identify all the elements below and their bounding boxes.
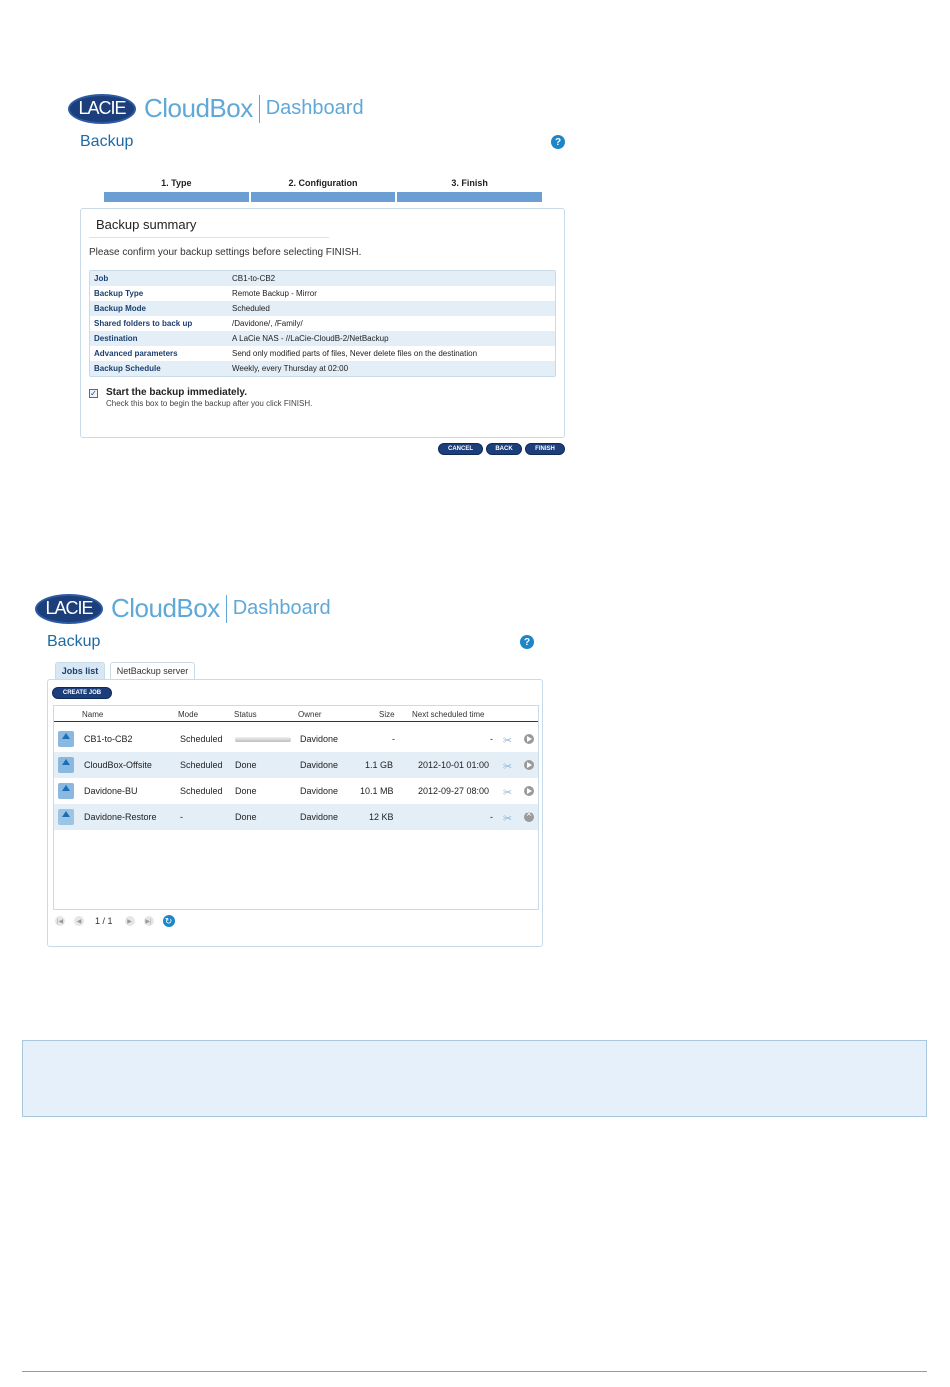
table-row[interactable] bbox=[54, 726, 538, 752]
summary-key: Destination bbox=[94, 334, 138, 343]
step-bar bbox=[397, 192, 542, 202]
step-label: 1. Type bbox=[161, 178, 192, 188]
section-name: Dashboard bbox=[232, 597, 331, 619]
job-next-time: 2012-10-01 01:00 bbox=[418, 760, 490, 770]
summary-row bbox=[90, 286, 555, 301]
table-row[interactable] bbox=[54, 778, 538, 804]
summary-key: Backup Mode bbox=[94, 304, 147, 313]
logo-divider bbox=[259, 95, 260, 123]
column-header[interactable]: Status bbox=[234, 710, 257, 719]
backup-job-icon bbox=[58, 757, 74, 773]
lacie-logo: LACIE bbox=[35, 594, 103, 624]
backup-job-icon bbox=[58, 783, 74, 799]
job-name: CloudBox-Offsite bbox=[84, 760, 152, 770]
summary-value: /Davidone/, /Family/ bbox=[232, 319, 303, 328]
start-immediately-option bbox=[89, 387, 312, 408]
step-configuration bbox=[251, 178, 396, 202]
start-immediately-label: Start the backup immediately. bbox=[106, 387, 247, 398]
job-next-time: - bbox=[490, 734, 493, 744]
summary-key: Backup Schedule bbox=[94, 364, 161, 373]
job-mode: - bbox=[180, 812, 183, 822]
divider bbox=[89, 237, 329, 238]
step-bar bbox=[104, 192, 249, 202]
summary-value: CB1-to-CB2 bbox=[232, 274, 276, 283]
summary-row bbox=[90, 271, 555, 286]
step-label: 2. Configuration bbox=[288, 178, 358, 188]
job-next-time: 2012-09-27 08:00 bbox=[418, 786, 490, 796]
job-owner: Davidone bbox=[300, 812, 339, 822]
summary-row bbox=[90, 331, 555, 346]
last-page-icon[interactable]: ▶| bbox=[144, 916, 154, 926]
column-header[interactable]: Next scheduled time bbox=[412, 710, 485, 719]
page-title: Backup bbox=[80, 133, 134, 150]
product-name: CloudBox bbox=[111, 593, 220, 623]
footer-divider bbox=[22, 1371, 927, 1372]
prev-page-icon[interactable]: ◀ bbox=[74, 916, 84, 926]
job-mode: Scheduled bbox=[180, 734, 223, 744]
create-job-button[interactable]: CREATE JOB bbox=[52, 687, 112, 699]
start-job-icon[interactable] bbox=[524, 734, 534, 744]
tab-jobs-list[interactable]: Jobs list bbox=[55, 662, 105, 679]
job-owner: Davidone bbox=[300, 760, 339, 770]
logo-divider bbox=[226, 595, 227, 623]
job-status: Done bbox=[235, 812, 257, 822]
job-status: Done bbox=[235, 760, 257, 770]
summary-title: Backup summary bbox=[96, 217, 197, 232]
refresh-icon[interactable]: ↻ bbox=[163, 915, 175, 927]
jobs-panel bbox=[47, 679, 543, 947]
step-finish bbox=[397, 178, 542, 202]
start-job-icon[interactable] bbox=[524, 760, 534, 770]
summary-value: Send only modified parts of files, Never delete files on the destination bbox=[232, 349, 478, 358]
table-row[interactable] bbox=[54, 752, 538, 778]
help-icon[interactable]: ? bbox=[520, 635, 534, 649]
step-label: 3. Finish bbox=[451, 178, 488, 188]
first-page-icon[interactable]: |◀ bbox=[55, 916, 65, 926]
job-status: Done bbox=[235, 786, 257, 796]
table-row[interactable] bbox=[54, 804, 538, 830]
start-immediately-checkbox[interactable]: ✓ bbox=[90, 389, 97, 398]
column-header[interactable]: Name bbox=[82, 710, 104, 719]
lacie-logo: LACIE bbox=[68, 94, 136, 124]
column-header[interactable]: Owner bbox=[298, 710, 322, 719]
column-header[interactable]: Mode bbox=[178, 710, 199, 719]
job-owner: Davidone bbox=[300, 734, 339, 744]
summary-intro: Please confirm your backup settings before selecting FINISH. bbox=[89, 247, 362, 258]
summary-key: Shared folders to back up bbox=[94, 319, 193, 328]
page-title: Backup bbox=[47, 633, 101, 650]
product-name: CloudBox bbox=[144, 93, 253, 123]
summary-value: Scheduled bbox=[232, 304, 270, 313]
job-mode: Scheduled bbox=[180, 760, 223, 770]
pagination bbox=[55, 915, 175, 927]
summary-value: A LaCie NAS - //LaCie-CloudB-2/NetBackup bbox=[232, 334, 389, 343]
job-next-time: - bbox=[490, 812, 493, 822]
brand-logo bbox=[68, 93, 364, 124]
step-type bbox=[104, 178, 249, 202]
summary-row bbox=[90, 301, 555, 316]
summary-row bbox=[90, 346, 555, 361]
page-indicator: 1 / 1 bbox=[95, 916, 113, 926]
start-immediately-hint: Check this box to begin the backup after you click FINISH. bbox=[106, 399, 313, 408]
edit-tool-icon[interactable]: ✂ bbox=[503, 735, 513, 747]
summary-row bbox=[90, 316, 555, 331]
brand-logo bbox=[35, 593, 331, 624]
column-header[interactable]: Size bbox=[379, 710, 395, 719]
job-size: 10.1 MB bbox=[360, 786, 394, 796]
delete-job-icon[interactable] bbox=[524, 812, 534, 822]
backup-summary-panel bbox=[80, 208, 565, 438]
wizard-steps bbox=[104, 178, 544, 202]
job-size: 12 KB bbox=[369, 812, 394, 822]
edit-tool-icon[interactable]: ✂ bbox=[503, 761, 513, 773]
finish-button[interactable]: FINISH bbox=[525, 443, 565, 455]
job-mode: Scheduled bbox=[180, 786, 223, 796]
summary-key: Advanced parameters bbox=[94, 349, 178, 358]
backup-job-icon bbox=[58, 731, 74, 747]
section-name: Dashboard bbox=[265, 97, 364, 119]
summary-key: Job bbox=[94, 274, 109, 283]
jobs-table bbox=[53, 705, 539, 910]
summary-key: Backup Type bbox=[94, 289, 144, 298]
summary-value: Remote Backup - Mirror bbox=[232, 289, 317, 298]
job-owner: Davidone bbox=[300, 786, 339, 796]
step-bar bbox=[251, 192, 396, 202]
job-name: Davidone-Restore bbox=[84, 812, 157, 822]
edit-tool-icon[interactable]: ✂ bbox=[503, 813, 513, 825]
table-header bbox=[54, 706, 538, 722]
summary-row bbox=[90, 361, 555, 376]
job-size: 1.1 GB bbox=[365, 760, 394, 770]
note-box bbox=[22, 1040, 927, 1117]
back-button[interactable]: BACK bbox=[486, 443, 522, 455]
help-icon[interactable]: ? bbox=[551, 135, 565, 149]
next-page-icon[interactable]: ▶ bbox=[125, 916, 135, 926]
edit-tool-icon[interactable]: ✂ bbox=[503, 787, 513, 799]
job-name: Davidone-BU bbox=[84, 786, 138, 796]
job-name: CB1-to-CB2 bbox=[84, 734, 133, 744]
restore-job-icon bbox=[58, 809, 74, 825]
summary-value: Weekly, every Thursday at 02:00 bbox=[232, 364, 349, 373]
job-progress-bar bbox=[235, 737, 291, 742]
summary-table bbox=[89, 270, 556, 377]
cancel-button[interactable]: CANCEL bbox=[438, 443, 483, 455]
start-job-icon[interactable] bbox=[524, 786, 534, 796]
job-size: - bbox=[392, 734, 395, 744]
tab-netbackup-server[interactable]: NetBackup server bbox=[110, 662, 195, 679]
